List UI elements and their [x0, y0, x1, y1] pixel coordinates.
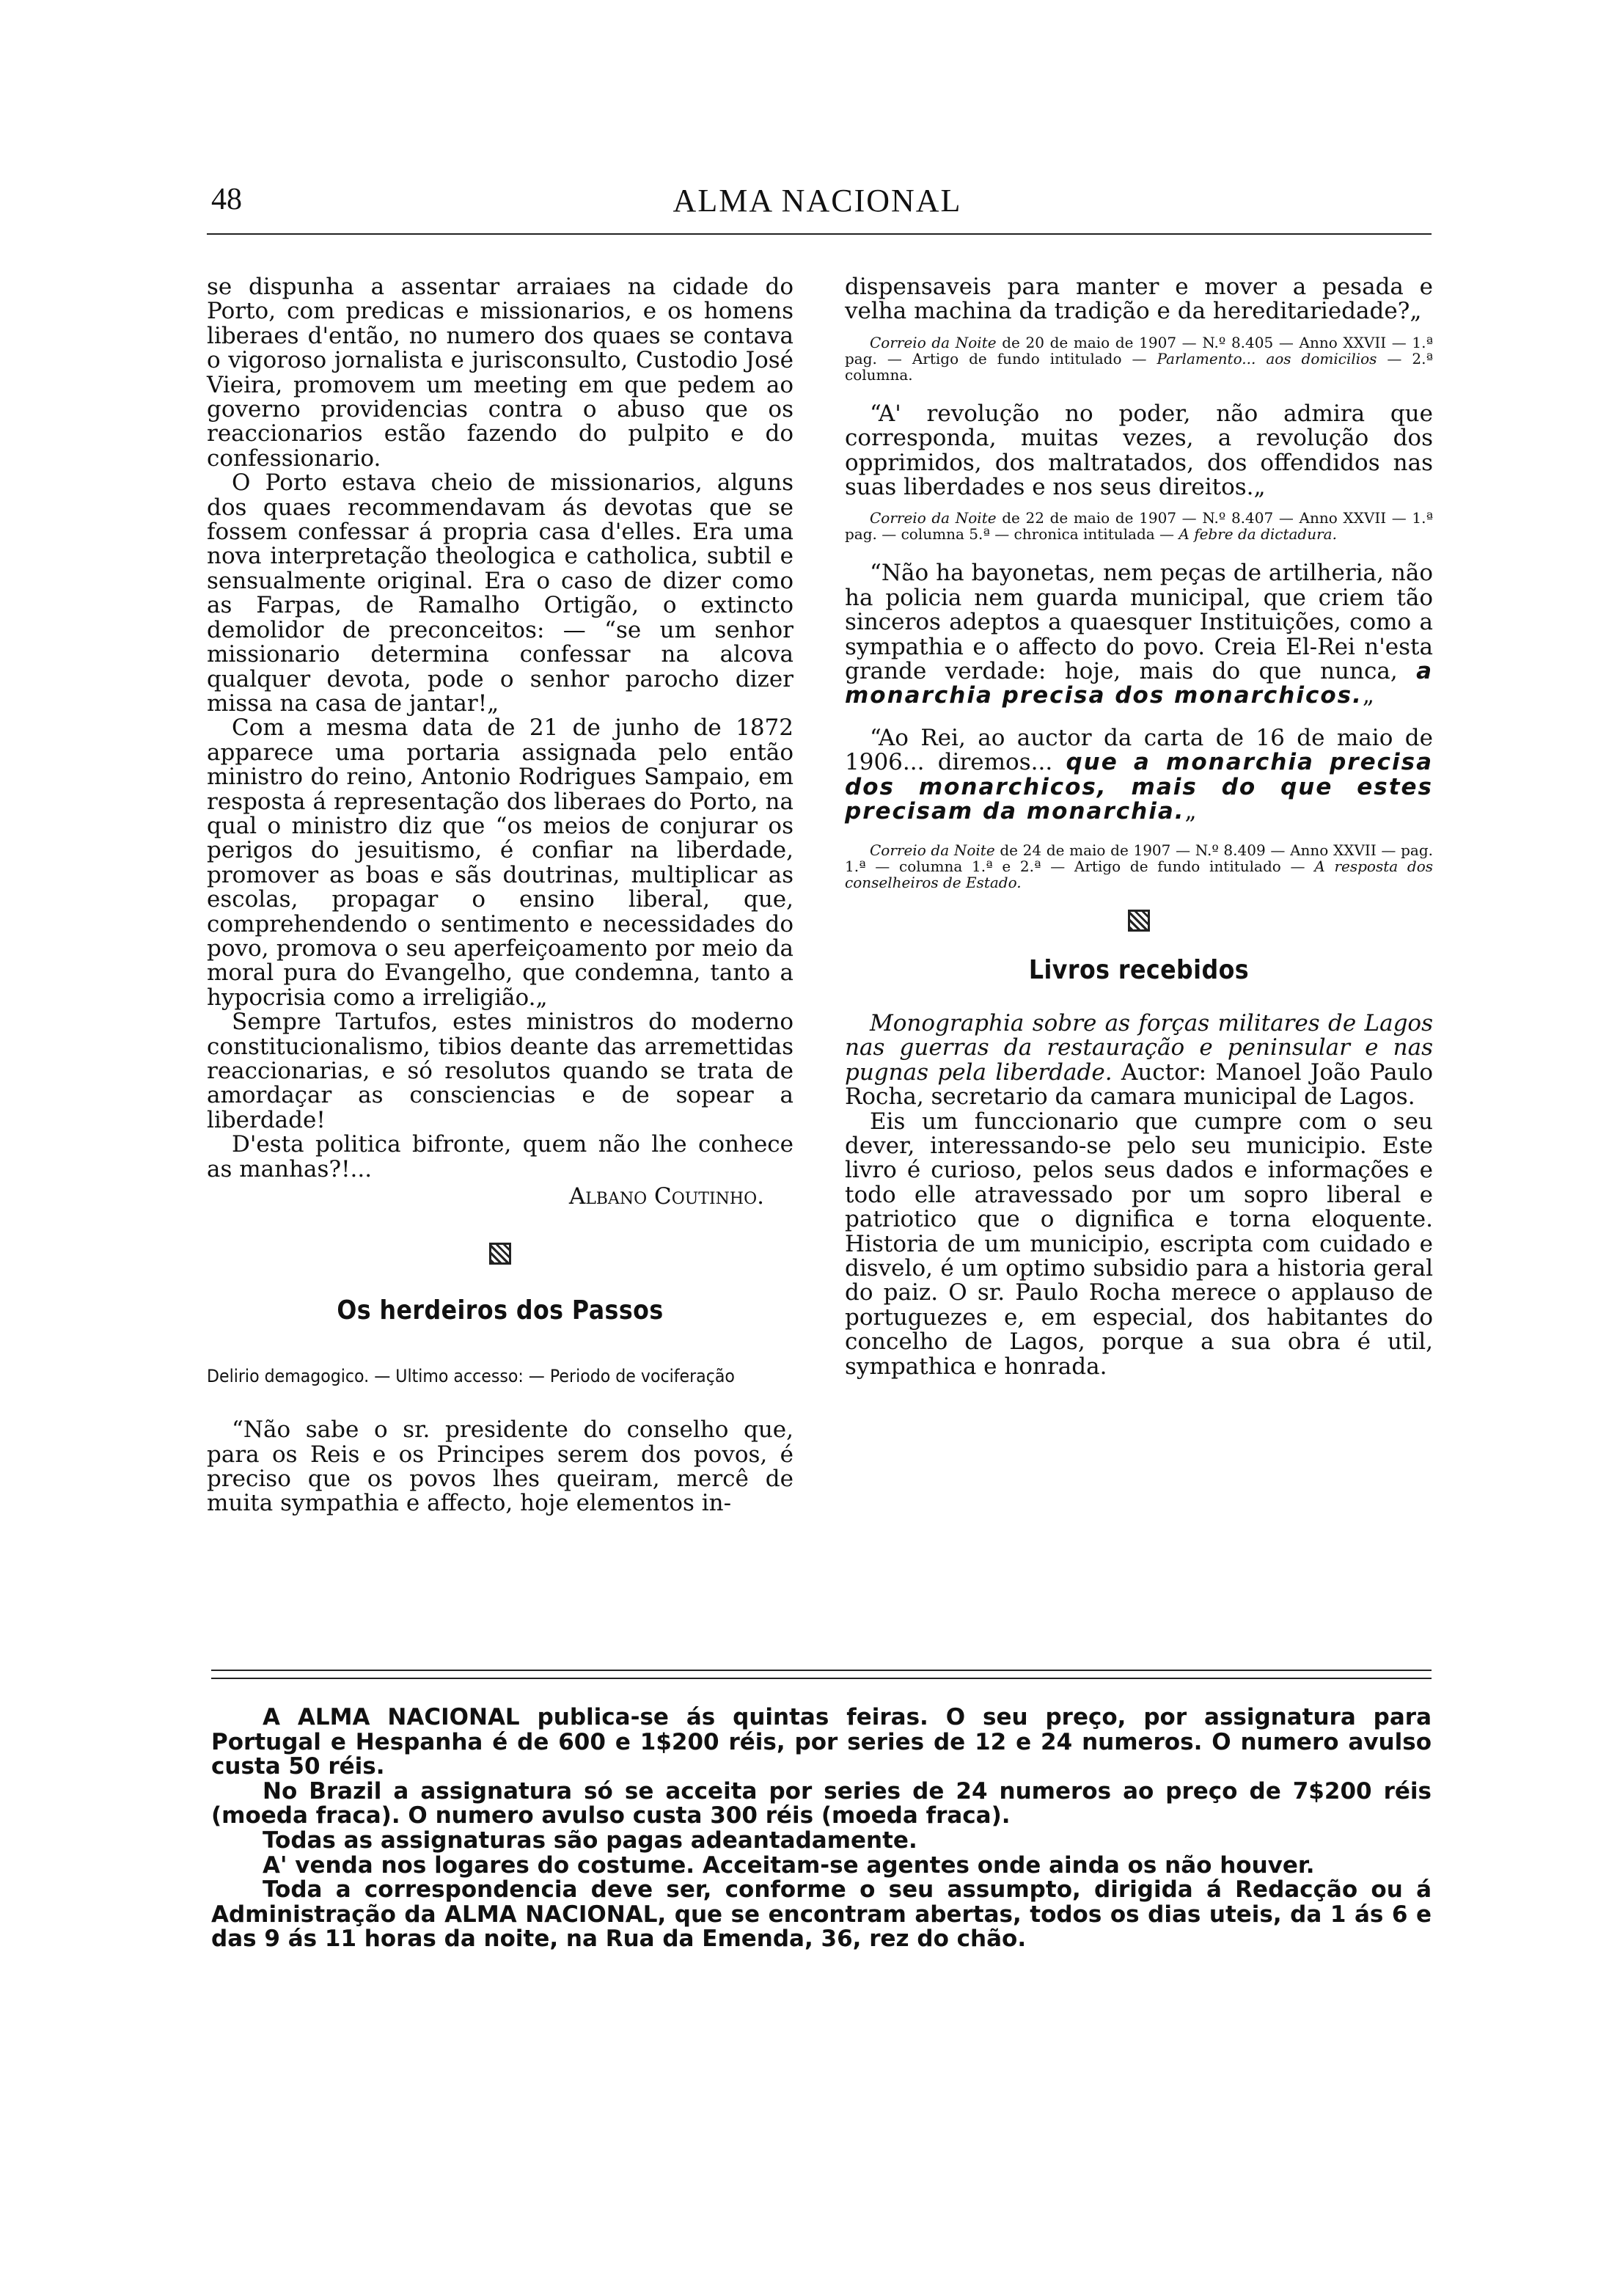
footer-paragraph-2: No Brazil a assignatura só se acceita por series de 24 numeros ao preço de 7$200 réis (moeda fraca). O numero avulso custa 300 réis (moeda fraca). — [211, 1777, 1432, 1829]
book-title: Monographia sobre as forças militares de Lagos nas guerras da restauração e peninsular e nas pugnas pela liberdade. — [845, 1009, 1433, 1086]
running-title: ALMA NACIONAL — [672, 183, 962, 219]
right-paragraph-2: “A' revolução no poder, não admira que corresponda, muitas vezes, a revolução dos opprimidos, dos maltratados, dos offendidos nas suas liberdades e nos seus direitos.„ — [845, 400, 1433, 501]
section-title-herdeiros: Os herdeiros dos Passos — [337, 1295, 664, 1326]
citation-3 — [845, 842, 1433, 891]
ornament-icon — [207, 1243, 793, 1269]
right-paragraph-3-end: „ — [1362, 682, 1374, 709]
footer-paragraph-4: A' venda nos logares do costume. Acceitam-se agentes onde ainda os não houver. — [263, 1851, 1315, 1879]
right-paragraph-3-text: “Não ha bayonetas, nem peças de artilheria, não ha policia nem guarda municipal, que criem tão sinceros adeptos a quaesquer Instituições, como a sympathia e o affecto do povo. Creia El-Rei n'esta grande verdade: hoje, mais do que nunca, — [845, 560, 1433, 685]
citation-3-source: Correio da Noite — [870, 841, 995, 859]
right-column — [845, 275, 1433, 1379]
footer-paragraph-3: Todas as assignaturas são pagas adeantadamente. — [263, 1827, 917, 1854]
footer-rule-top — [211, 1670, 1432, 1671]
section-subtitle: Delirio demagogico. — Ultimo accesso: — Periodo de vociferação — [207, 1365, 735, 1386]
citation-2-text: de 22 de maio de 1907 — N.º 8.407 — Anno XXVII — 1.ª pag. — columna 5.ª — chronica intitulada — — [845, 509, 1433, 544]
subscription-notice — [211, 1705, 1432, 1952]
ornament-icon — [845, 910, 1433, 936]
footer-paragraph-1: A ALMA NACIONAL publica-se ás quintas feiras. O seu preço, por assignatura para Portugal e Hespanha é de 600 e 1$200 réis, por series de 12 e 24 numeros. O numero avulso custa 50 réis. — [211, 1704, 1432, 1780]
citation-2-source: Correio da Noite — [870, 509, 997, 527]
right-paragraph-1: dispensaveis para manter e mover a pesada e velha machina da tradição e da hereditariedade?„ — [845, 274, 1433, 325]
left-paragraph-5: D'esta politica bifronte, quem não lhe conhece as manhas?!... — [207, 1131, 793, 1182]
left-paragraph-2: O Porto estava cheio de missionarios, alguns dos quaes recommendavam ás devotas que se fossem confessar á propria casa d'elles. Era uma nova interpretação theologica e catholica, subtil e sensualmente original. Era o caso de dizer como as Farpas, de Ramalho Ortigão, o extincto demolidor de preconceitos: — “se um senhor missionario determina confessar na alcova qualquer devota, pode o senhor parocho dizer missa na casa de jantar!„ — [207, 469, 793, 717]
citation-3-title: A resposta dos conselheiros de Estado. — [845, 857, 1434, 891]
book-review — [845, 1009, 1434, 1111]
book-author: Auctor: Manoel João Paulo Rocha, secretario da camara municipal de Lagos. — [845, 1059, 1434, 1111]
left-paragraph-6: “Não sabe o sr. presidente do conselho que, para os Reis e os Principes serem dos povos, é preciso que os povos lhes queiram, mercê de muita sympathia e affecto, hoje elementos in- — [207, 1416, 793, 1517]
left-paragraph-1: se dispunha a assentar arraiaes na cidade do Porto, com predicas e missionarios, e os homens liberaes d'então, no numero dos quaes se contava o vigoroso jornalista e jurisconsulto, Custodio José Vieira, promovem um meeting em que pedem ao governo providencias contra o abuso que os reaccionarios estão fazendo do pulpito e do confessionario. — [207, 274, 793, 472]
header-rule — [207, 233, 1432, 235]
right-paragraph-4-emphasis: que a monarchia precisa dos monarchicos, mais do que estes precisam da monarchia. — [845, 749, 1433, 825]
citation-1-end: — 2.ª columna. — [845, 349, 1434, 384]
right-paragraph-4-end: „ — [1184, 798, 1197, 825]
section-title-livros: Livros recebidos — [1028, 954, 1250, 985]
page-number: 48 — [211, 183, 242, 216]
left-paragraph-3: Com a mesma data de 21 de junho de 1872 apparece uma portaria assignada pelo então ministro do reino, Antonio Rodrigues Sampaio, em resposta á representação dos liberaes do Porto, na qual o ministro diz que “os meios de conjurar os perigos do jesuitismo, é confiar na liberdade, promover as boas e sãs doutrinas, multiplicar as escolas, propagar o ensino liberal, que, comprehendendo o sentimento e necessidades do povo, promova o seu aperfeiçoamento por meio da moral pura do Evangelho, que condemna, tanto a hypocrisia como a irreligião.„ — [207, 714, 793, 1011]
footer-paragraph-5: Toda a correspondencia deve ser, conforme o seu assumpto, dirigida á Redacção ou á Administração da ALMA NACIONAL, que se encontram abertas, todos os dias uteis, da 1 ás 6 e das 9 ás 11 horas da noite, na Rua da Emenda, 36, rez do chão. — [211, 1876, 1432, 1953]
left-paragraph-4: Sempre Tartufos, estes ministros do moderno constitucionalismo, tibios deante das arremettidas reaccionarias, e só resolutos quando se trata de amordaçar as consciencias e de sopear a liberdade! — [207, 1009, 793, 1133]
left-column — [207, 275, 793, 1516]
citation-3-text: de 24 de maio de 1907 — N.º 8.409 — Anno XXVII — pag. 1.ª — columna 1.ª e 2.ª — Artigo de fundo intitulado — — [845, 841, 1433, 875]
article-signature: Albano Coutinho. — [568, 1183, 764, 1210]
citation-2 — [845, 510, 1433, 542]
citation-2-title: A febre da dictadura. — [1179, 525, 1337, 544]
citation-1-source: Correio da Noite — [870, 333, 997, 351]
right-paragraph-4-text: “Ao Rei, ao auctor da carta de 16 de maio de 1906... diremos... — [845, 724, 1433, 776]
right-paragraph-3 — [845, 561, 1433, 708]
citation-1-text: de 20 de maio de 1907 — N.º 8.405 — Anno XXVII — 1.ª pag. — Artigo de fundo intitulado — — [845, 333, 1433, 368]
right-paragraph-5: Eis um funccionario que cumpre com o seu dever, interessando-se pelo seu municipio. Este livro é curioso, pelos seus dados e informações e todo elle atravessado por um sopro liberal e patriotico que o dignifica e torna eloquente. Historia de um municipio, escripta com cuidado e disvelo, é um optimo subsidio para a historia geral do paiz. O sr. Paulo Rocha merece o applauso de portuguezes e, em especial, dos habitantes do concelho de Lagos, porque a sua obra é util, sympathica e honrada. — [845, 1108, 1433, 1380]
citation-1 — [845, 334, 1433, 383]
footer-rule-bottom — [211, 1678, 1432, 1679]
citation-1-title: Parlamento... aos domicilios — [1157, 349, 1377, 368]
right-paragraph-4 — [845, 726, 1433, 825]
right-paragraph-3-emphasis: a monarchia precisa dos monarchicos. — [845, 658, 1433, 709]
